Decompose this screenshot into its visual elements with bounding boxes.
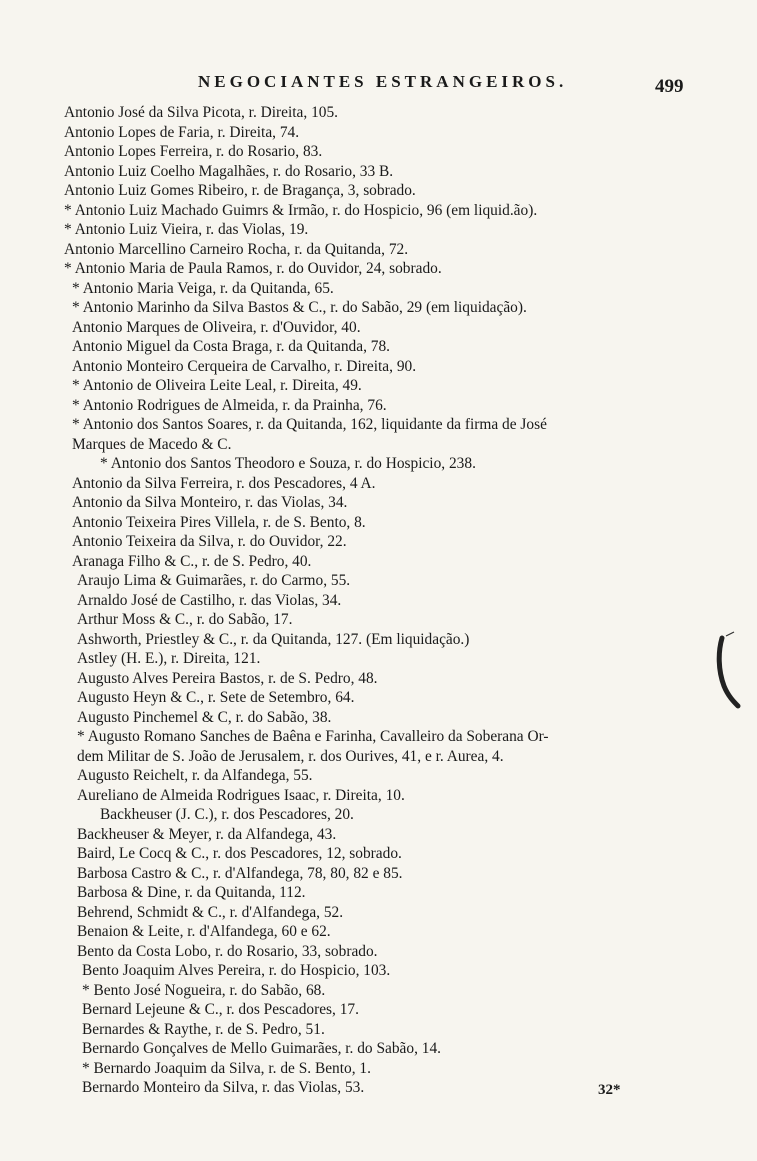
list-item: Antonio Miguel da Costa Braga, r. da Quitanda, 78.: [72, 338, 391, 355]
running-head: NEGOCIANTES ESTRANGEIROS.: [198, 72, 568, 91]
list-item: * Antonio Luiz Vieira, r. das Violas, 19.: [64, 221, 309, 238]
list-item: Barbosa Castro & C., r. d'Alfandega, 78, 80, 82 e 85.: [77, 864, 403, 882]
list-item: Bernard Lejeune & C., r. dos Pescadores, 17.: [82, 1001, 359, 1018]
list-item: Barbosa & Dine, r. da Quitanda, 112.: [77, 884, 306, 901]
list-item: Antonio Marques de Oliveira, r. d'Ouvidor, 40.: [72, 318, 361, 336]
list-item: * Antonio de Oliveira Leite Leal, r. Direita, 49.: [72, 377, 362, 394]
list-item: Antonio Teixeira Pires Villela, r. de S. Bento, 8.: [72, 513, 366, 531]
list-item: Araujo Lima & Guimarães, r. do Carmo, 55.: [77, 572, 351, 589]
list-item: * Augusto Romano Sanches de Baêna e Farinha, Cavalleiro da Soberana Or-: [77, 728, 549, 745]
list-item: Augusto Pinchemel & C, r. do Sabão, 38.: [77, 708, 332, 726]
list-item: Aureliano de Almeida Rodrigues Isaac, r. Direita, 10.: [77, 786, 405, 804]
list-item: Baird, Le Cocq & C., r. dos Pescadores, 12, sobrado.: [77, 845, 402, 862]
list-item: * Antonio Maria de Paula Ramos, r. do Ouvidor, 24, sobrado.: [64, 260, 442, 277]
list-item: Behrend, Schmidt & C., r. d'Alfandega, 52.: [77, 903, 344, 921]
list-item: Antonio Lopes de Faria, r. Direita, 74.: [64, 123, 300, 141]
list-item: Antonio Luiz Gomes Ribeiro, r. de Bragança, 3, sobrado.: [64, 182, 416, 199]
list-item: Antonio José da Silva Picota, r. Direita, 105.: [64, 104, 339, 121]
list-item: Marques de Macedo & C.: [72, 435, 232, 453]
margin-ink-mark: [704, 630, 744, 710]
list-item: Arnaldo José de Castilho, r. das Violas, 34.: [77, 591, 342, 609]
list-item: Augusto Alves Pereira Bastos, r. de S. Pedro, 48.: [77, 669, 378, 687]
list-item: Antonio da Silva Ferreira, r. dos Pescadores, 4 A.: [72, 474, 376, 492]
list-item: Bernardes & Raythe, r. de S. Pedro, 51.: [82, 1020, 325, 1038]
list-item: Antonio da Silva Monteiro, r. das Violas, 34.: [72, 494, 348, 511]
list-item: * Bento José Nogueira, r. do Sabão, 68.: [82, 981, 326, 999]
list-item-continuation: * Antonio dos Santos Theodoro e Souza, r. do Hospicio, 238.: [100, 455, 476, 472]
list-item: Backheuser & Meyer, r. da Alfandega, 43.: [77, 825, 337, 843]
list-item: * Antonio Maria Veiga, r. da Quitanda, 65.: [72, 279, 334, 297]
list-item: Bernardo Monteiro da Silva, r. das Violas, 53.: [82, 1079, 365, 1096]
list-item-continuation: Backheuser (J. C.), r. dos Pescadores, 20.: [100, 806, 354, 823]
list-item: Bento da Costa Lobo, r. do Rosario, 33, sobrado.: [77, 942, 378, 960]
list-item: Antonio Monteiro Cerqueira de Carvalho, r. Direita, 90.: [72, 357, 417, 375]
list-item: Astley (H. E.), r. Direita, 121.: [77, 650, 261, 667]
list-item: * Bernardo Joaquim da Silva, r. de S. Bento, 1.: [82, 1059, 371, 1077]
list-item: Arthur Moss & C., r. do Sabão, 17.: [77, 611, 293, 628]
list-item: Antonio Lopes Ferreira, r. do Rosario, 83.: [64, 143, 323, 160]
list-item: Antonio Marcellino Carneiro Rocha, r. da Quitanda, 72.: [64, 240, 409, 258]
directory-list: [64, 103, 704, 1098]
list-item: * Antonio Luiz Machado Guimrs & Irmão, r. do Hospicio, 96 (em liquid.ão).: [64, 201, 538, 219]
list-item: Ashworth, Priestley & C., r. da Quitanda, 127. (Em liquidação.): [77, 630, 470, 648]
page-number: 499: [655, 76, 684, 97]
list-item: * Antonio Marinho da Silva Bastos & C., r. do Sabão, 29 (em liquidação).: [72, 299, 527, 316]
list-item: Aranaga Filho & C., r. de S. Pedro, 40.: [72, 552, 312, 570]
list-item: Antonio Teixeira da Silva, r. do Ouvidor, 22.: [72, 533, 347, 550]
list-item: Augusto Reichelt, r. da Alfandega, 55.: [77, 767, 313, 784]
list-item: * Antonio dos Santos Soares, r. da Quitanda, 162, liquidante da firma de José: [72, 416, 547, 433]
list-item: dem Militar de S. João de Jerusalem, r. dos Ourives, 41, e r. Aurea, 4.: [77, 747, 504, 765]
list-item: Bento Joaquim Alves Pereira, r. do Hospicio, 103.: [82, 962, 391, 979]
list-item: Benaion & Leite, r. d'Alfandega, 60 e 62.: [77, 923, 331, 940]
list-item: Bernardo Gonçalves de Mello Guimarães, r. do Sabão, 14.: [82, 1040, 442, 1057]
list-item: * Antonio Rodrigues de Almeida, r. da Prainha, 76.: [72, 396, 387, 414]
signature-mark: 32*: [598, 1082, 621, 1098]
list-item: Antonio Luiz Coelho Magalhães, r. do Rosario, 33 B.: [64, 162, 394, 180]
list-item: Augusto Heyn & C., r. Sete de Setembro, 64.: [77, 689, 355, 706]
